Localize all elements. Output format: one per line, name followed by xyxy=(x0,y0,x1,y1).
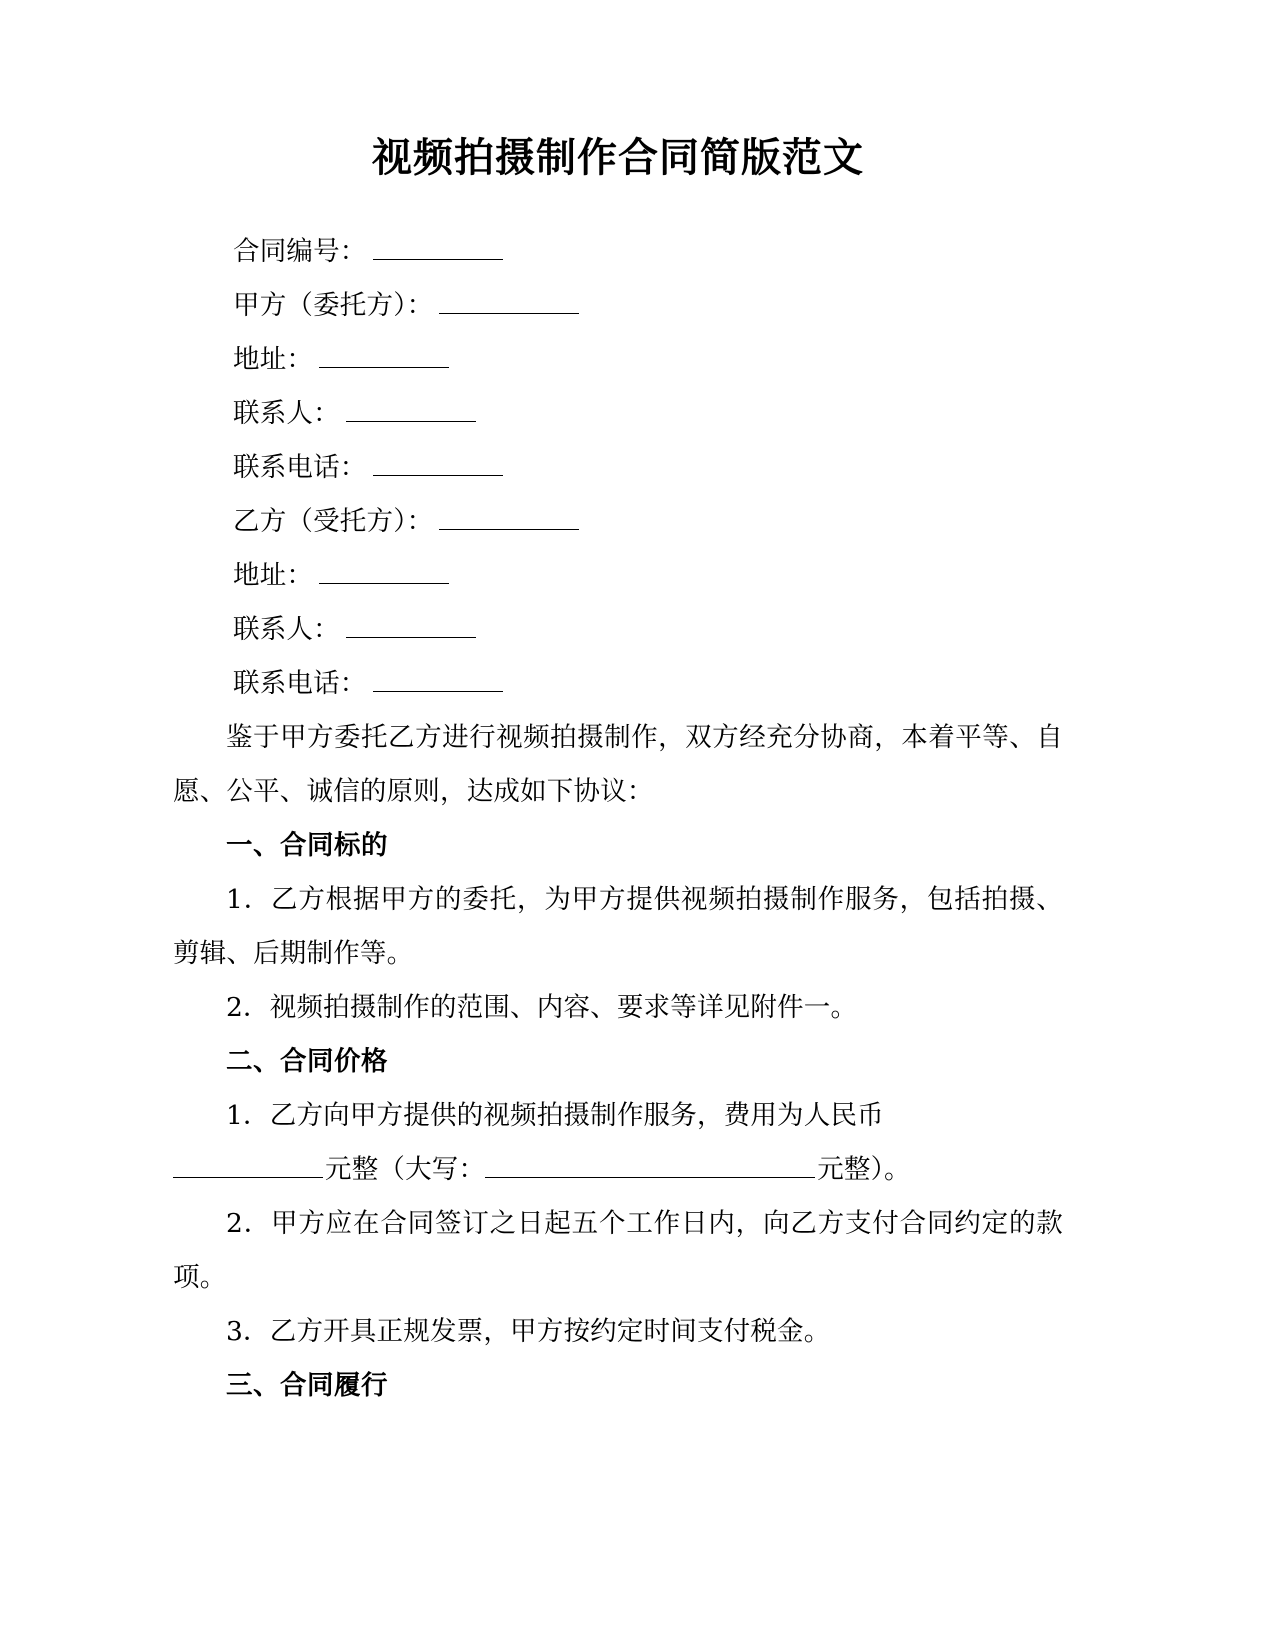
field-label: 联系人： xyxy=(233,398,340,429)
section-1-item-1: 1．乙方根据甲方的委托，为甲方提供视频拍摄制作服务，包括拍摄、剪辑、后期制作等。 xyxy=(173,884,1063,969)
section-2-item-2: 2．甲方应在合同签订之日起五个工作日内，向乙方支付合同约定的款项。 xyxy=(173,1208,1063,1293)
party-a-blank[interactable] xyxy=(439,285,579,314)
field-party-a xyxy=(173,279,1063,333)
preamble-paragraph: 鉴于甲方委托乙方进行视频拍摄制作，双方经充分协商，本着平等、自愿、公平、诚信的原则，达成如下协议： xyxy=(173,722,1063,807)
section-1-item-2: 2．视频拍摄制作的范围、内容、要求等详见附件一。 xyxy=(226,992,858,1023)
document-body xyxy=(173,0,1063,1413)
field-label: 乙方（受托方）： xyxy=(233,506,434,537)
party-b-address-blank[interactable] xyxy=(319,555,449,584)
contract-fields xyxy=(173,225,1063,711)
field-party-a-phone xyxy=(173,441,1063,495)
field-label: 地址： xyxy=(233,560,314,591)
field-party-b-contact xyxy=(173,603,1063,657)
party-b-contact-blank[interactable] xyxy=(346,609,476,638)
section-heading-3: 三、合同履行 xyxy=(226,1370,388,1401)
party-b-blank[interactable] xyxy=(439,501,579,530)
field-party-b xyxy=(173,495,1063,549)
contract-number-blank[interactable] xyxy=(373,231,503,260)
field-party-b-address xyxy=(173,549,1063,603)
field-contract-number xyxy=(173,225,1063,279)
party-a-phone-blank[interactable] xyxy=(373,447,503,476)
field-label: 联系电话： xyxy=(233,668,367,699)
section-heading-2: 二、合同价格 xyxy=(226,1046,388,1077)
field-label: 甲方（委托方）： xyxy=(233,290,434,321)
field-party-a-address xyxy=(173,333,1063,387)
party-b-phone-blank[interactable] xyxy=(373,663,503,692)
field-party-b-phone xyxy=(173,657,1063,711)
amount-figures-blank[interactable] xyxy=(173,1149,323,1178)
field-label: 联系人： xyxy=(233,614,340,645)
amount-words-blank[interactable] xyxy=(485,1149,815,1178)
party-a-contact-blank[interactable] xyxy=(346,393,476,422)
section-heading-1: 一、合同标的 xyxy=(226,830,388,861)
field-label: 地址： xyxy=(233,344,314,375)
contract-amount-line xyxy=(173,1143,1063,1197)
section-2-item-1: 1．乙方向甲方提供的视频拍摄制作服务，费用为人民币 xyxy=(226,1100,884,1131)
party-a-address-blank[interactable] xyxy=(319,339,449,368)
amount-words-suffix: 元整）。 xyxy=(817,1154,911,1185)
field-label: 联系电话： xyxy=(233,452,367,483)
page-title: 视频拍摄制作合同简版范文 xyxy=(372,134,864,181)
amount-figures-suffix: 元整（大写： xyxy=(325,1154,486,1185)
field-label: 合同编号： xyxy=(233,236,367,267)
section-2-item-3: 3．乙方开具正规发票，甲方按约定时间支付税金。 xyxy=(226,1316,831,1347)
field-party-a-contact xyxy=(173,387,1063,441)
